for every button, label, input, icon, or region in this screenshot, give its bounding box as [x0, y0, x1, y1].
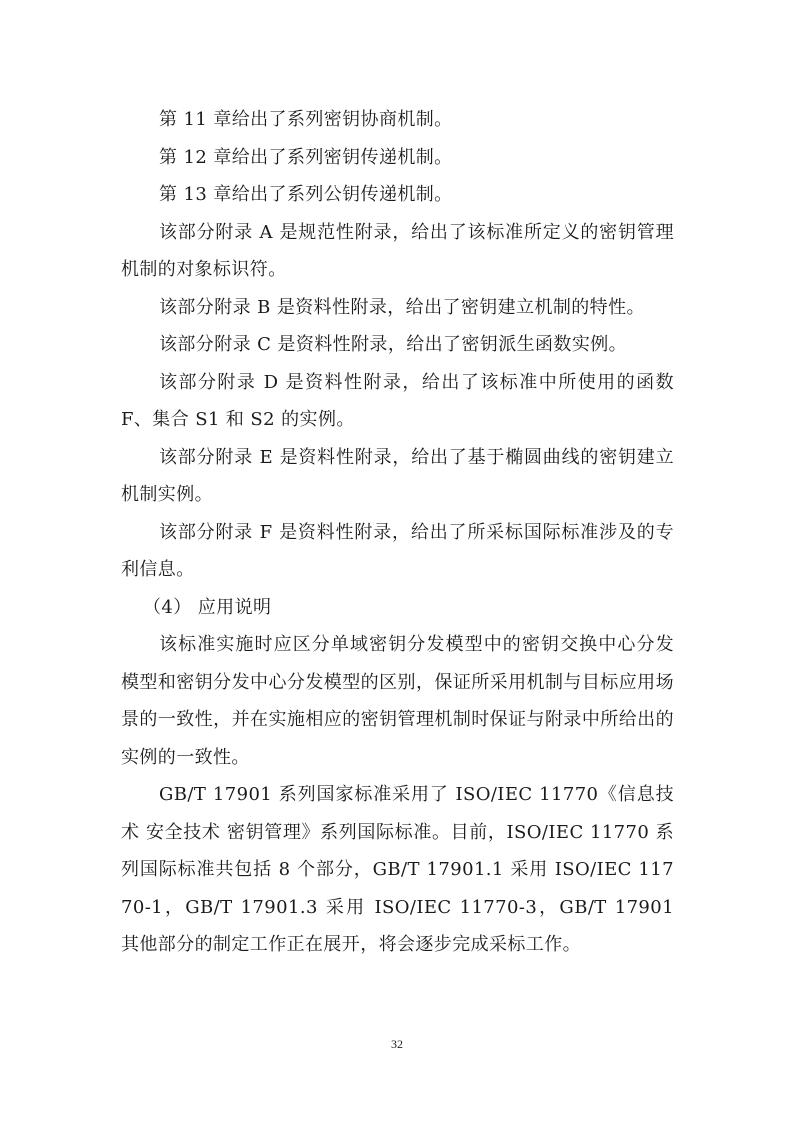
page-number: 32	[391, 1037, 403, 1051]
paragraph-chapter-11: 第 11 章给出了系列密钥协商机制。	[159, 109, 453, 130]
paragraph-appendix-e: 该部分附录 E 是资料性附录，给出了基于椭圆曲线的密钥建立机制实例。	[121, 446, 674, 505]
paragraph-chapter-13: 第 13 章给出了系列公钥传递机制。	[159, 184, 453, 205]
document-body	[121, 101, 674, 964]
paragraph-application-description: 该标准实施时应区分单域密钥分发模型中的密钥交换中心分发模型和密钥分发中心分发模型的区别，保证所采用机制与目标应用场景的一致性，并在实施相应的密钥管理机制时保证与附录中所给出的实例的一致性。	[121, 634, 674, 768]
paragraph-appendix-b: 该部分附录 B 是资料性附录，给出了密钥建立机制的特性。	[159, 296, 645, 318]
section-heading-application-notes: （4） 应用说明	[143, 596, 272, 618]
paragraph-appendix-d: 该部分附录 D 是资料性附录，给出了该标准中所使用的函数 F、集合 S1 和 S2 的实例。	[121, 371, 674, 430]
paragraph-chapter-12: 第 12 章给出了系列密钥传递机制。	[159, 146, 453, 168]
paragraph-appendix-f: 该部分附录 F 是资料性附录，给出了所采标国际标准涉及的专利信息。	[121, 521, 674, 580]
paragraph-appendix-c: 该部分附录 C 是资料性附录，给出了密钥派生函数实例。	[159, 334, 628, 355]
paragraph-appendix-a: 该部分附录 A 是规范性附录，给出了该标准所定义的密钥管理机制的对象标识符。	[121, 221, 674, 280]
paragraph-standard-adoption: GB/T 17901 系列国家标准采用了 ISO/IEC 11770《信息技术 安全技术 密钥管理》系列国际标准。目前，ISO/IEC 11770 系列国际标准共包括 8 个部分，GB/T 17901.1 采用 ISO/IEC 11770-1，GB/T 17901.3 采用 ISO/IEC 11770-3，GB/T 17901 其他部分的制定工作正在展开，将会逐步完成采标工作。	[121, 784, 674, 955]
